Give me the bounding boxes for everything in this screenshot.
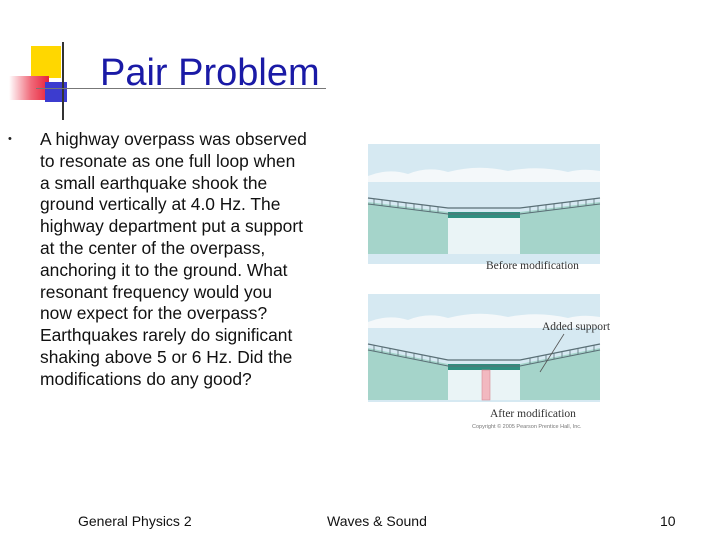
before-underpass bbox=[448, 218, 520, 254]
footer-topic: Waves & Sound bbox=[327, 513, 427, 529]
after-caption: After modification bbox=[490, 408, 576, 420]
footer-course: General Physics 2 bbox=[78, 513, 192, 529]
bullet-marker: • bbox=[8, 133, 12, 145]
added-support-column bbox=[482, 370, 490, 400]
logo-yellow-square bbox=[31, 46, 61, 78]
logo-vertical-line bbox=[62, 42, 64, 120]
before-caption: Before modification bbox=[486, 260, 579, 272]
copyright-note: Copyright © 2005 Pearson Prentice Hall, Inc. bbox=[472, 424, 582, 430]
after-panel bbox=[368, 294, 611, 430]
problem-text: A highway overpass was observed to resonate as one full loop when a small earthquake shook the ground vertically at 4.0 Hz. The highway department put a support at the center of the overpass, anchoring it to the ground. What resonant frequency would you now expect for the overpass? Earthquakes rarely do significant shaking above 5 or 6 Hz. Did the modifications do any good? bbox=[40, 129, 307, 389]
before-bridge-deck bbox=[448, 212, 520, 218]
after-bridge-deck bbox=[448, 364, 520, 370]
page-number: 10 bbox=[660, 513, 676, 529]
overpass-figure bbox=[368, 138, 611, 434]
added-support-label: Added support bbox=[542, 321, 611, 333]
before-panel bbox=[368, 144, 600, 272]
slide-title: Pair Problem bbox=[100, 52, 320, 94]
